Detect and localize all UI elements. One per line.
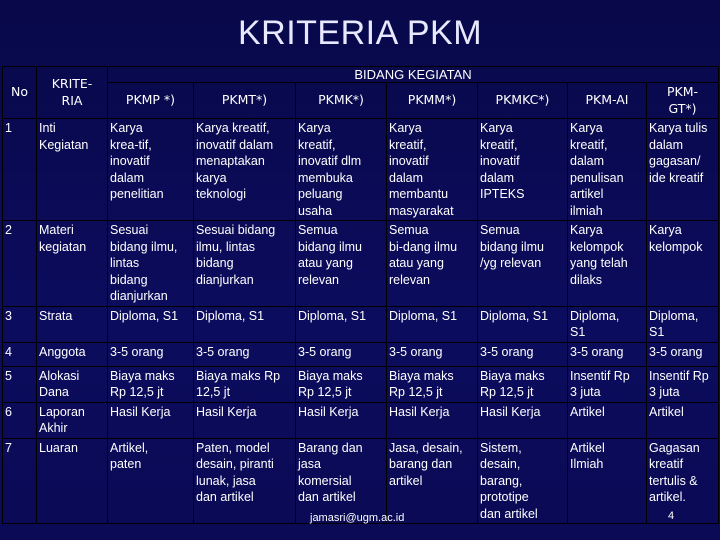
table-cell: Biaya maks Rp 12,5 jt	[296, 366, 387, 402]
table-cell: Hasil Kerja	[296, 402, 387, 438]
table-cell: Hasil Kerja	[478, 402, 568, 438]
column-header: PKMKC*)	[478, 83, 568, 119]
table-cell: Semua bidang ilmu /yg relevan	[478, 221, 568, 307]
row-number: 5	[3, 366, 37, 402]
bidang-kegiatan-header: BIDANG KEGIATAN	[108, 67, 719, 83]
table-cell: Karya tulis dalam gagasan/ ide kreatif	[647, 119, 719, 221]
column-header: PKMT*)	[194, 83, 296, 119]
table-cell: 3-5 orang	[296, 342, 387, 366]
table-cell: Biaya maks Rp 12,5 jt	[108, 366, 194, 402]
row-criteria: Strata	[37, 306, 108, 342]
table-cell: Diploma, S1	[296, 306, 387, 342]
row-criteria: Laporan Akhir	[37, 402, 108, 438]
row-number: 7	[3, 438, 37, 524]
table-cell: Karya kreatif, inovatif dalam menaptakan karya teknologi	[194, 119, 296, 221]
table-cell: Sistem, desain, barang, prototipe dan artikel	[478, 438, 568, 524]
table-cell: Sesuai bidang ilmu, lintas bidang dianjurkan	[194, 221, 296, 307]
table-cell: Biaya maks Rp 12,5 jt	[478, 366, 568, 402]
table-cell: Artikel	[568, 402, 647, 438]
table-cell: Diploma, S1	[568, 306, 647, 342]
table-row	[3, 366, 719, 402]
column-header: PKM- GT*)	[647, 83, 719, 119]
table-cell: Diploma, S1	[387, 306, 478, 342]
table-cell: 3-5 orang	[568, 342, 647, 366]
table-cell: Hasil Kerja	[194, 402, 296, 438]
row-number: 4	[3, 342, 37, 366]
table-cell: Gagasan kreatif tertulis & artikel.	[647, 438, 719, 524]
table-cell: Karya kelompok	[647, 221, 719, 307]
table-cell: Artikel Ilmiah	[568, 438, 647, 524]
table-cell: Hasil Kerja	[387, 402, 478, 438]
table-cell: Diploma, S1	[647, 306, 719, 342]
table-cell: Diploma, S1	[478, 306, 568, 342]
table-cell: Karya kreatif, inovatif dalam membantu masyarakat	[387, 119, 478, 221]
row-number: 6	[3, 402, 37, 438]
table-cell: Barang dan jasa komersial dan artikel	[296, 438, 387, 524]
table-cell: 3-5 orang	[108, 342, 194, 366]
row-criteria: Anggota	[37, 342, 108, 366]
table-cell: Biaya maks Rp 12,5 jt	[387, 366, 478, 402]
table-cell: Insentif Rp 3 juta	[647, 366, 719, 402]
row-criteria: Alokasi Dana	[37, 366, 108, 402]
row-number: 1	[3, 119, 37, 221]
kriteria-header: KRITE- RIA	[37, 67, 108, 119]
table-cell: Diploma, S1	[108, 306, 194, 342]
page-number: 4	[668, 510, 675, 522]
table-cell: Biaya maks Rp 12,5 jt	[194, 366, 296, 402]
row-criteria: Luaran	[37, 438, 108, 524]
footer-email: jamasri@ugm.ac.id	[310, 512, 405, 524]
table-cell: Karya kreatif, inovatif dalam IPTEKS	[478, 119, 568, 221]
table-cell: Hasil Kerja	[108, 402, 194, 438]
table-cell: Diploma, S1	[194, 306, 296, 342]
table-row	[3, 306, 719, 342]
table-cell: Semua bidang ilmu atau yang relevan	[296, 221, 387, 307]
table-cell: Karya kreatif, dalam penulisan artikel ilmiah	[568, 119, 647, 221]
page-title: KRITERIA PKM	[237, 14, 483, 52]
column-header: PKM-AI	[568, 83, 647, 119]
row-criteria: Inti Kegiatan	[37, 119, 108, 221]
table-cell: Semua bi-dang ilmu atau yang relevan	[387, 221, 478, 307]
criteria-table	[2, 66, 719, 524]
table-row	[3, 119, 719, 221]
table-cell: Insentif Rp 3 juta	[568, 366, 647, 402]
table-cell: 3-5 orang	[194, 342, 296, 366]
table-cell: Artikel	[647, 402, 719, 438]
table-cell: 3-5 orang	[387, 342, 478, 366]
table-row	[3, 402, 719, 438]
table-cell: Paten, model desain, piranti lunak, jasa dan artikel	[194, 438, 296, 524]
row-number: 3	[3, 306, 37, 342]
table-cell: Karya kreatif, inovatif dlm membuka peluang usaha	[296, 119, 387, 221]
row-number: 2	[3, 221, 37, 307]
table-cell: Artikel, paten	[108, 438, 194, 524]
table-cell: Karya krea-tif, inovatif dalam penelitian	[108, 119, 194, 221]
column-header: PKMM*)	[387, 83, 478, 119]
table-cell: Karya kelompok yang telah dilaks	[568, 221, 647, 307]
column-header: PKMK*)	[296, 83, 387, 119]
no-header: No	[3, 67, 37, 119]
table-row	[3, 221, 719, 307]
table-row	[3, 342, 719, 366]
table-cell: 3-5 orang	[647, 342, 719, 366]
table-cell: Sesuai bidang ilmu, lintas bidang dianjurkan	[108, 221, 194, 307]
table-cell: 3-5 orang	[478, 342, 568, 366]
table-row	[3, 438, 719, 524]
table-cell: Jasa, desain, barang dan artikel	[387, 438, 478, 524]
row-criteria: Materi kegiatan	[37, 221, 108, 307]
column-header: PKMP *)	[108, 83, 194, 119]
